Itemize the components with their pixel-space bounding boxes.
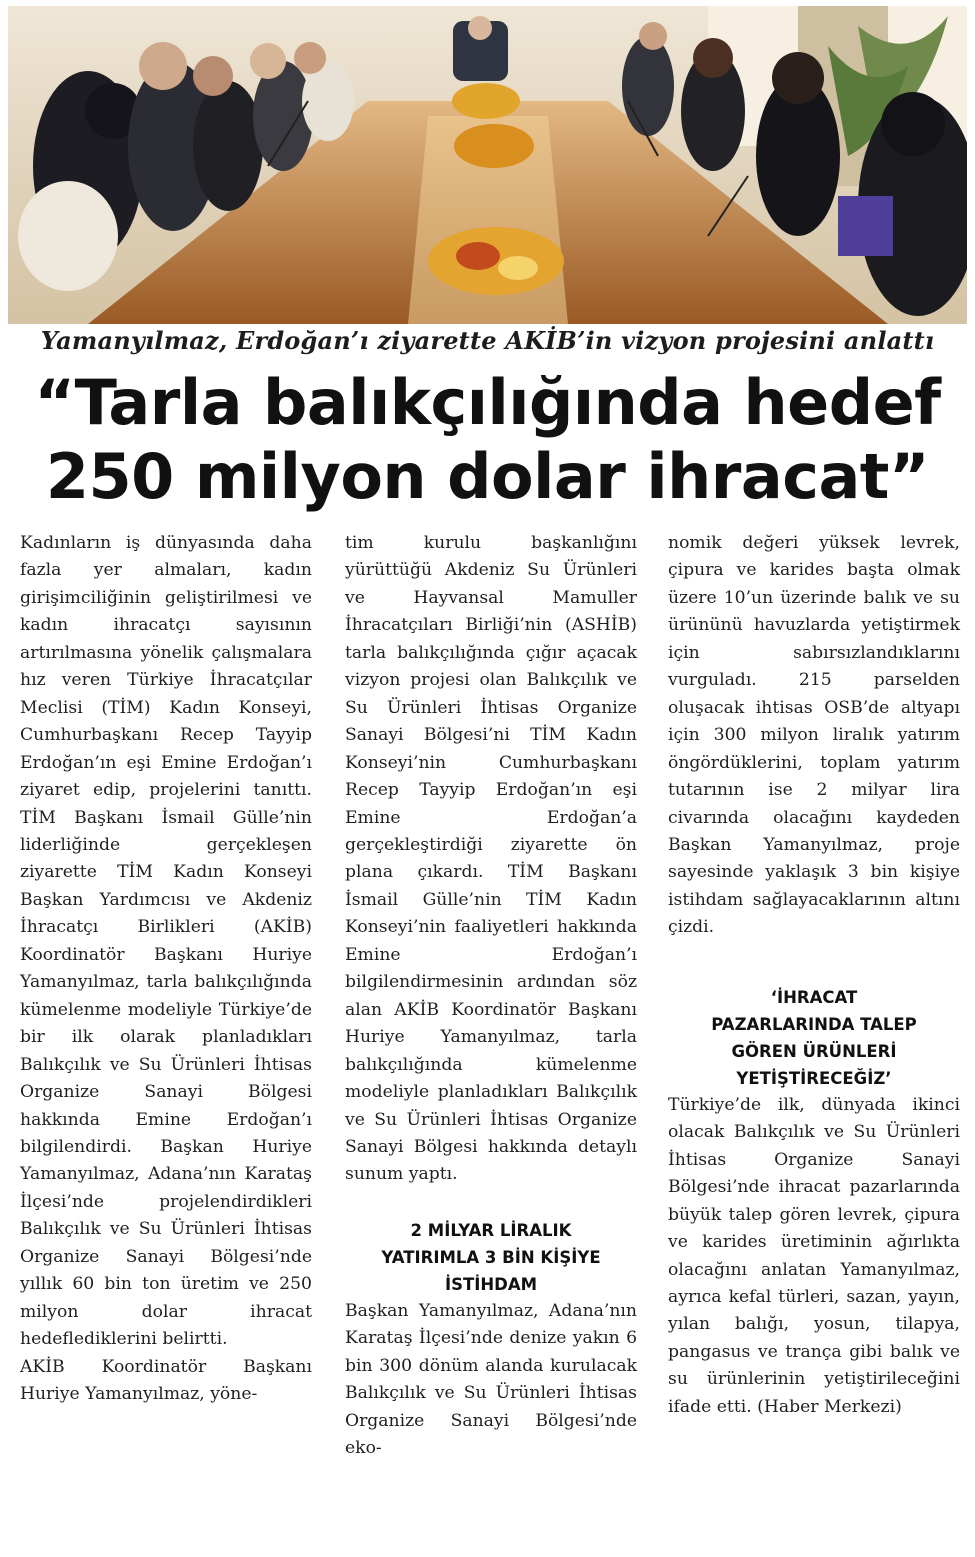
subheading-line: İSTİHDAM	[444, 1274, 538, 1294]
subheading-line: YETİŞTİRECEĞİZ’	[736, 1068, 892, 1088]
subheading-line: 2 MİLYAR LİRALIK	[410, 1220, 572, 1240]
kicker-subtitle: Yamanyılmaz, Erdoğan’ı ziyarette AKİB’in vizyon projesini anlattı	[40, 326, 935, 355]
body-paragraph: AKİB Koordinatör Başkanı Huriye Yamanyılmaz, yöne-	[20, 1356, 312, 1405]
headline-line-1: “Tarla balıkçılığında hedef	[34, 366, 941, 439]
meeting-photo-drawing	[8, 6, 967, 324]
subheading-line: YATIRIMLA 3 BİN KİŞİYE	[381, 1247, 601, 1267]
headline	[0, 366, 975, 514]
subheading-export-markets	[668, 984, 960, 1092]
subheading-investment	[345, 1217, 637, 1298]
body-paragraph: Türkiye’de ilk, dünyada ikinci olacak Balıkçılık ve Su Ürünleri İhtisas Organize Sanayi Bölgesi’nde ihracat pazarlarında büyük talep gören levrek, çipura ve karides üretiminin ağırlıkta olacağını anlatan Yamanyılmaz, ayrıca kefal türleri, sazan, yayın, yılan balığı, yosun, tilapya, pangasus ve trança gibi balık ve su ürünlerinin yetiştirileceğini ifade etti. (Haber Merkezi)	[668, 1094, 960, 1417]
body-paragraph: nomik değeri yüksek levrek, çipura ve karides başta olmak üzere 10’un üzerinde balık ve su ürününü havuzlarda yetiştirmek için sabırsızlandıklarını vurguladı. 215 parselden oluşacak ihtisas OSB’de altyapı için 300 milyon liralık yatırım öngördüklerini, toplam yatırım tutarının ise 2 milyar lira civarında olacağını kaydeden Başkan Yamanyılmaz, proje sayesinde yaklaşık 3 bin kişiye istihdam sağlayacaklarının altını çizdi.	[668, 533, 960, 938]
column-1	[20, 530, 312, 1409]
column-3	[668, 530, 960, 1421]
subheading-line: PAZARLARINDA TALEP	[711, 1014, 917, 1034]
body-paragraph: tim kurulu başkanlığını yürüttüğü Akdeniz Su Ürünleri ve Hayvansal Mamuller İhracatçıları Birliği’nin (ASHİB) tarla balıkçılığında çığır açacak vizyon projesi olan Balıkçılık ve Su Ürünleri İhtisas Organize Sanayi Bölgesi’ni TİM Kadın Konseyi’nin Cumhurbaşkanı Recep Tayyip Erdoğan’ın eşi Emine Erdoğan’a gerçekleştirdiği ziyarette ön plana çıkardı. TİM Başkanı İsmail Gülle’nin TİM Kadın Konseyi’nin faaliyetleri hakkında Emine Erdoğan’ı bilgilendirmesinin ardından söz alan AKİB Koordinatör Başkanı Huriye Yamanyılmaz, tarla balıkçılığında kümelenme modeliyle planladıkları Balıkçılık ve Su Ürünleri İhtisas Organize Sanayi Bölgesi hakkında detaylı sunum yaptı.	[345, 533, 637, 1185]
body-paragraph: Kadınların iş dünyasında daha fazla yer almaları, kadın girişimciliğinin geliştirilmesi ve kadın ihracatçı sayısının artırılmasına yönelik çalışmalara hız veren Türkiye İhracatçılar Meclisi (TİM) Kadın Konseyi, Cumhurbaşkanı Recep Tayyip Erdoğan’ın eşi Emine Erdoğan’ı ziyaret edip, projelerini tanıttı. TİM Başkanı İsmail Gülle’nin liderliğinde gerçekleşen ziyarette TİM Kadın Konseyi Başkan Yardımcısı ve Akdeniz İhracatçı Birlikleri (AKİB) Koordinatör Başkanı Huriye Yamanyılmaz, tarla balıkçılığında kümelenme modeliyle Türkiye’de bir ilk olarak planladıkları Balıkçılık ve Su Ürünleri İhtisas Organize Sanayi Bölgesi hakkında Emine Erdoğan’ı bilgilendirdi. Başkan Huriye Yamanyılmaz, Adana’nın Karataş İlçesi’nde projelendirdikleri Balıkçılık ve Su Ürünleri İhtisas Organize Sanayi Bölgesi’nde yıllık 60 bin ton üretim ve 250 milyon dolar ihracat hedeflediklerini belirtti.	[20, 533, 312, 1350]
meeting-photo	[8, 6, 967, 324]
column-2	[345, 530, 637, 1463]
subheading-line: ‘İHRACAT	[770, 987, 858, 1007]
body-paragraph: Başkan Yamanyılmaz, Adana’nın Karataş İlçesi’nde denize yakın 6 bin 300 dönüm alanda kurulacak Balıkçılık ve Su Ürünleri İhtisas Organize Sanayi Bölgesi’nde eko-	[345, 1300, 637, 1459]
subheading-line: GÖREN ÜRÜNLERİ	[731, 1041, 897, 1061]
headline-line-2: 250 milyon dolar ihracat”	[45, 440, 930, 513]
